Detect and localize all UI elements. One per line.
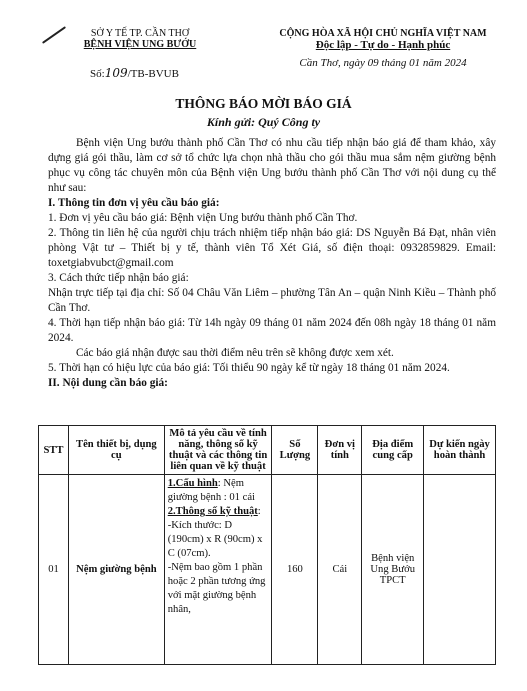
intro-paragraph: Bệnh viện Ung bướu thành phố Cần Thơ có nhu cầu tiếp nhận báo giá để tham khảo, xây dựng giá gói thầu, làm cơ sở tổ chức lựa chọn nhà thầu cho gói thầu mua sắm nệm giường bệnh phục vụ công tác chuyên môn của Bệnh viện Ung bướu thành phố Cần Thơ với nội dung cụ thể như sau: (48, 137, 496, 194)
org-line1: SỞ Y TẾ TP. CẦN THƠ (90, 28, 190, 39)
header-desc: Mô tả yêu cầu về tính năng, thông số kỹ thuật và các thông tin liên quan về kỹ thuật (164, 426, 272, 475)
cell-unit: Cái (318, 475, 362, 665)
table-header-row (39, 426, 496, 475)
desc-cover: -Nệm bao gồm 1 phần hoặc 2 phần tương ứng với mặt giường bệnh nhân, (167, 562, 266, 615)
info-item4-note: Các báo giá nhận được sau thời điểm nêu trên sẽ không được xem xét. (76, 347, 394, 359)
header-stt: STT (39, 426, 69, 475)
body (48, 136, 496, 391)
cell-stt: 01 (39, 475, 69, 665)
info-item1: 1. Đơn vị yêu cầu báo giá: Bệnh viện Ung bướu thành phố Cần Thơ. (48, 212, 358, 224)
info-item3-detail: Nhận trực tiếp tại địa chỉ: Số 04 Châu Văn Liêm – phường Tân An – quận Ninh Kiều – Thành phố Cần Thơ. (48, 287, 496, 314)
header-place: Địa điểm cung cấp (362, 426, 424, 475)
header-time: Dự kiến ngày hoàn thành (424, 426, 496, 475)
recipient: Kính gửi: Quý Công ty (206, 115, 321, 129)
info-item4: 4. Thời hạn tiếp nhận báo giá: Từ 14h ngày 09 tháng 01 năm 2024 đến 08h ngày 18 tháng 01 năm 2024. (48, 317, 496, 344)
document-number: Số:109/TB-BVUB (90, 66, 179, 80)
cell-time (424, 475, 496, 665)
desc-config: 1.Cấu hình: Nệm giường bệnh : 01 cái (167, 478, 255, 503)
desc-spec: 2.Thông số kỹ thuật: (167, 506, 261, 517)
nation-line2: Độc lập - Tự do - Hạnh phúc (315, 39, 451, 51)
section2-heading: II. Nội dung cần báo giá: (48, 377, 168, 389)
nation-block (258, 28, 508, 69)
quote-table (38, 425, 496, 665)
info-item3: 3. Cách thức tiếp nhận báo giá: (48, 272, 189, 284)
cell-place: Bệnh viện Ung Bướu TPCT (362, 475, 424, 665)
info-item5: 5. Thời hạn có hiệu lực của báo giá: Tối thiểu 90 ngày kể từ ngày 18 tháng 01 năm 2024. (48, 362, 450, 374)
info-item2: 2. Thông tin liên hệ của người chịu trách nhiệm tiếp nhận báo giá: DS Nguyễn Bá Đạt, nhân viên phòng Vật tư – Thiết bị y tế, thành viên Tổ Xét Giá, số điện thoại: 0932859829. Email: toxetgiabvubct@gmail.com (48, 227, 496, 269)
nation-line1: CỘNG HÒA XÃ HỘI CHỦ NGHĨA VIỆT NAM (279, 28, 487, 39)
cell-desc (164, 475, 272, 665)
org-line2: BỆNH VIỆN UNG BƯỚU (83, 39, 197, 50)
header-name: Tên thiết bị, dụng cụ (68, 426, 164, 475)
pen-mark (42, 26, 66, 44)
cell-qty: 160 (272, 475, 318, 665)
handwritten-number: 109 (104, 66, 128, 80)
table-row (39, 475, 496, 665)
org-block (70, 28, 210, 50)
header-qty: Số Lượng (272, 426, 318, 475)
page-title: THÔNG BÁO MỜI BÁO GIÁ (175, 96, 352, 111)
section1-heading: I. Thông tin đơn vị yêu cầu báo giá: (48, 197, 220, 209)
date-line: Cần Thơ, ngày 09 tháng 01 năm 2024 (299, 57, 467, 69)
cell-name: Nệm giường bệnh (68, 475, 164, 665)
header-unit: Đơn vị tính (318, 426, 362, 475)
desc-size: -Kích thước: D (190cm) x R (90cm) x C (07cm). (167, 520, 263, 559)
